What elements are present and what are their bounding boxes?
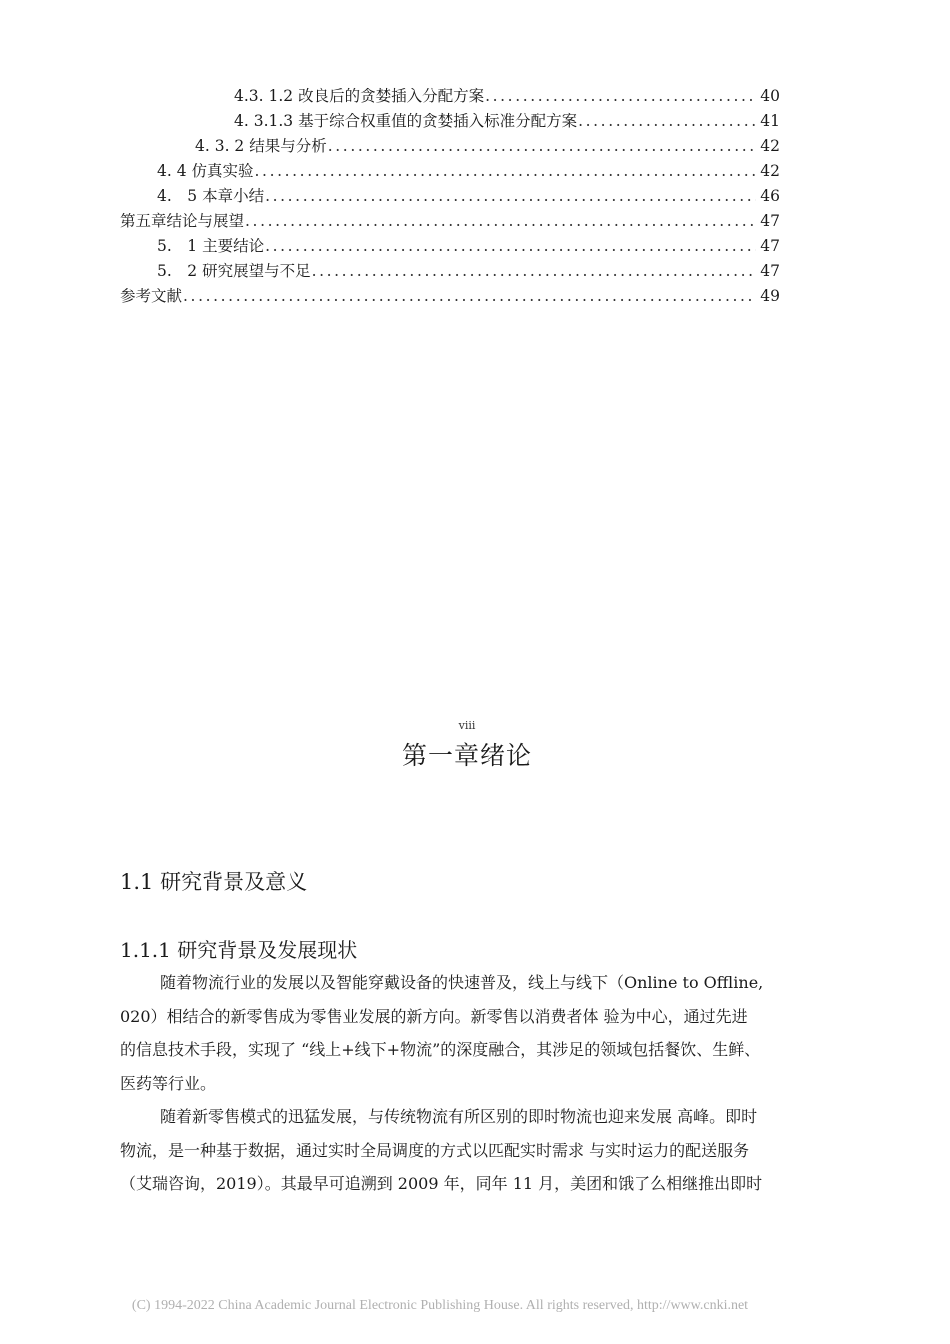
toc-entry-page: 40 [760, 87, 780, 105]
toc-entry-title: 4. 3. 2 结果与分析 [195, 137, 327, 155]
toc-dot-leader [578, 109, 756, 134]
body-paragraph [120, 966, 820, 1100]
toc-dot-leader [245, 209, 756, 234]
toc-entry[interactable] [157, 159, 780, 184]
toc-entry-page: 42 [760, 162, 780, 180]
paragraph-line: （艾瑞咨询，2019）。其最早可追溯到 2009 年，同年 11 月，美团和饿了么相继推出即时 [120, 1174, 763, 1193]
toc-entry-page: 49 [760, 287, 780, 305]
toc-entry-page: 46 [760, 187, 780, 205]
toc-dot-leader [265, 184, 756, 209]
toc-dot-leader [183, 284, 756, 309]
toc-entry-page: 47 [760, 212, 780, 230]
toc-entry[interactable] [120, 284, 780, 309]
toc-dot-leader [255, 159, 757, 184]
toc-dot-leader [265, 234, 756, 259]
toc-entry-page: 41 [760, 112, 780, 130]
paragraph-line: 医药等行业。 [120, 1073, 217, 1093]
toc-entry[interactable] [195, 134, 780, 159]
toc-entry-title: 第五章结论与展望 [120, 212, 245, 230]
toc-entry[interactable] [157, 234, 780, 259]
toc-entry-title: 5. 1 主要结论 [157, 237, 265, 255]
toc-entry-title: 参考文献 [120, 287, 183, 305]
body-paragraph [120, 1100, 820, 1201]
paragraph-line: 物流，是一种基于数据，通过实时全局调度的方式以匹配实时需求 与实时运力的配送服务 [120, 1140, 750, 1160]
toc-entry-title: 4. 4 仿真实验 [157, 162, 254, 180]
toc-dot-leader [485, 84, 756, 109]
copyright-footer: (C) 1994-2022 China Academic Journal Electronic Publishing House. All rights reserved, http://www.cnki.net [131, 1298, 749, 1313]
paragraph-line: 020）相结合的新零售成为零售业发展的新方向。新零售以消费者体 验为中心，通过先进 [120, 1006, 748, 1026]
toc-dot-leader [328, 134, 757, 159]
toc-entry-page: 47 [760, 237, 780, 255]
toc-dot-leader [312, 259, 757, 284]
toc-entry-page: 42 [760, 137, 780, 155]
toc-entry-page: 47 [760, 262, 780, 280]
paragraph-line: 随着新零售模式的迅猛发展，与传统物流有所区别的即时物流也迎来发展 高峰。即时 [160, 1107, 758, 1126]
toc-entry-title: 4.3. 1.2 改良后的贪婪插入分配方案 [234, 87, 485, 105]
toc-entry[interactable] [157, 184, 780, 209]
toc-entry[interactable] [120, 209, 780, 234]
toc-entry[interactable] [157, 259, 780, 284]
paragraph-line: 随着物流行业的发展以及智能穿戴设备的快速普及，线上与线下（Online to Offline, [160, 973, 764, 992]
page-number: viii [458, 719, 476, 732]
chapter-title: 第一章绪论 [401, 741, 532, 770]
subsection-heading: 1.1.1 研究背景及发展现状 [120, 938, 358, 962]
toc-entry-title: 4. 3.1.3 基于综合权重值的贪婪插入标准分配方案 [234, 112, 578, 130]
toc-entry-title: 4. 5 本章小结 [157, 187, 265, 205]
toc-entry[interactable] [234, 109, 780, 134]
paragraph-line: 的信息技术手段，实现了 “线上+线下+物流”的深度融合，其涉足的领域包括餐饮、生鲜、 [120, 1040, 761, 1059]
toc-entry-title: 5. 2 研究展望与不足 [157, 262, 311, 280]
section-heading: 1.1 研究背景及意义 [120, 870, 308, 894]
toc-entry[interactable] [234, 84, 780, 109]
